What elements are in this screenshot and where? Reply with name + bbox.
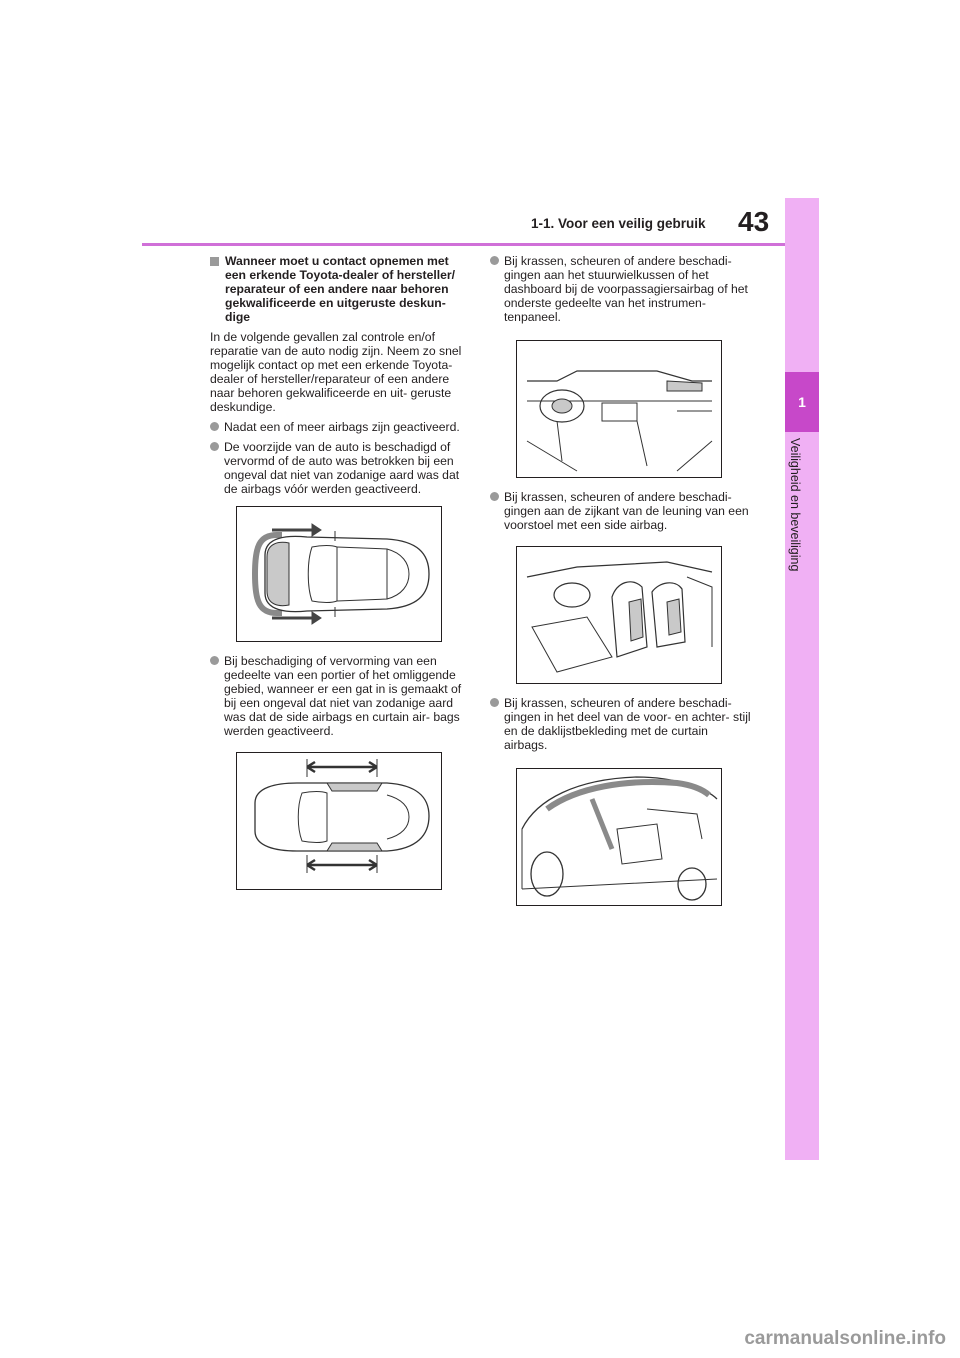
bullet-dot-icon [210,442,219,451]
section-heading-text: Wanneer moet u contact opnemen met een erkende Toyota-dealer of hersteller/ reparateur of een andere naar behoren gekwalificeerde en uitgeruste deskun- dige [225,254,456,324]
page-number: 43 [738,206,770,237]
list-item [210,440,472,496]
list-item [210,420,472,434]
chapter-side-tab [785,198,819,1160]
chapter-title: Veiligheid en beveiliging [788,438,802,572]
list-item [210,654,472,738]
right-column [490,254,752,918]
list-item-text: Bij krassen, scheuren of andere beschadi- gingen in het deel van de voor- en achter- stijl en de daklijstbekleding met de curtain airbags. [504,696,751,752]
list-item-text: Nadat een of meer airbags zijn geactiveerd. [224,420,460,434]
front-seat-interior-icon [517,547,721,683]
intro-paragraph: In de volgende gevallen zal controle en/of reparatie van de auto nodig zijn. Neem zo snel mogelijk contact op met een erkende Toyota-dealer of hersteller/reparateur of een andere naar behoren gekwalificeerde en uit- geruste deskundige. [210,330,462,414]
square-bullet-icon [210,257,219,266]
chapter-number-box: 1 [785,372,819,432]
car-side-interior-icon [517,769,721,905]
dashboard-airbag-illustration [516,340,722,478]
header-rule [142,243,790,246]
left-column [210,254,472,902]
car-top-view-side-icon [237,753,441,889]
list-item-text: De voorzijde van de auto is beschadigd of vervormd of de auto was betrokken bij een ongeval dat niet van zodanige aard was dat de airbags vóór werden geactiveerd. [224,440,460,496]
watermark: carmanualsonline.info [744,1328,946,1349]
bullet-dot-icon [210,656,219,665]
side-damage-illustration [236,752,442,890]
bullet-dot-icon [210,422,219,431]
section-title: 1-1. Voor een veilig gebruik [531,216,706,231]
list-item-text: Bij krassen, scheuren of andere beschadi- gingen aan de zijkant van de leuning van een voorstoel met een side airbag. [504,490,749,532]
list-item [490,254,752,324]
list-item-text: Bij krassen, scheuren of andere beschadi- gingen aan het stuurwielkussen of het dashboard bij de voorpassagiersairbag of het onderste gedeelte van het instrumen- tenpaneel. [504,254,748,324]
front-damage-illustration [236,506,442,642]
list-item [490,696,752,752]
car-top-view-front-icon [237,507,441,641]
bullet-dot-icon [490,256,499,265]
section-heading [210,254,472,324]
dashboard-interior-icon [517,341,721,477]
bullet-dot-icon [490,698,499,707]
list-item-text: Bij beschadiging of vervorming van een gedeelte van een portier of het omliggende gebied, wanneer er een gat in is gemaakt of bij een ongeval dat niet van zodanige aard was dat de side airbags en curtain air- bags werden geactiveerd. [224,654,462,738]
seat-airbag-illustration [516,546,722,684]
curtain-airbag-illustration [516,768,722,906]
list-item [490,490,752,532]
bullet-dot-icon [490,492,499,501]
